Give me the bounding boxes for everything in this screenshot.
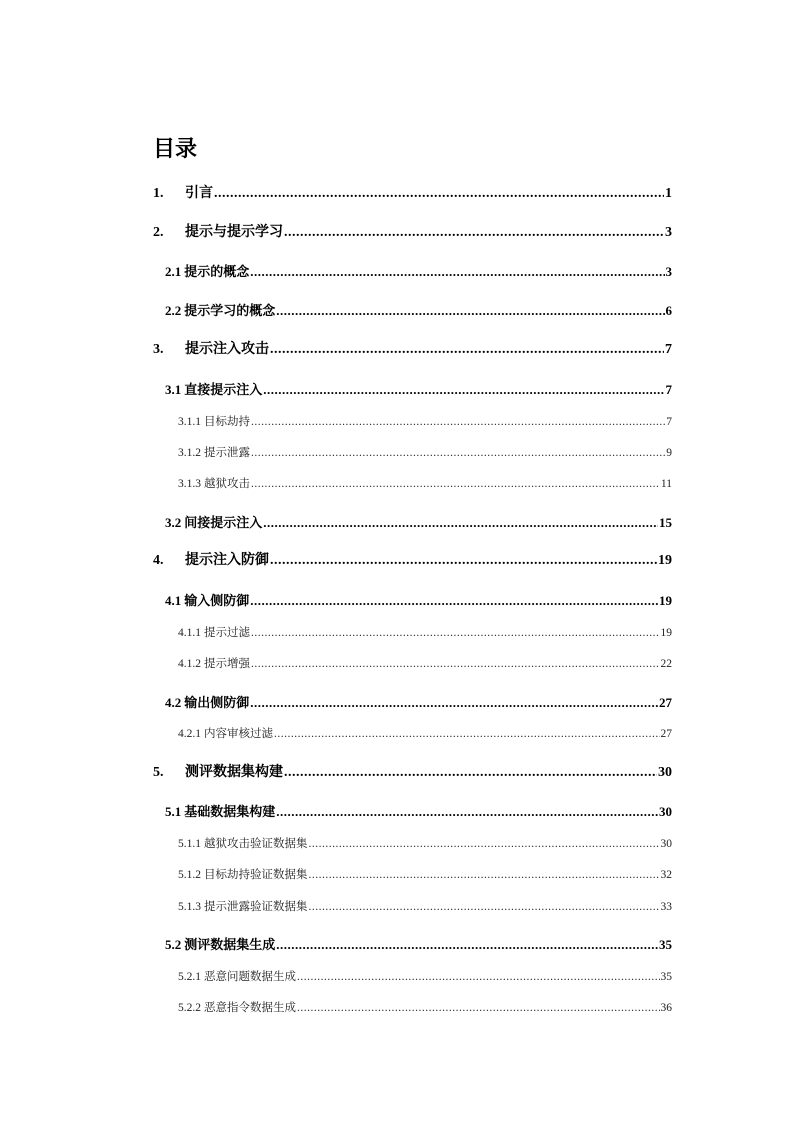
toc-leader-dots: [274, 725, 660, 743]
toc-entry-label: 提示泄露验证数据集: [204, 901, 308, 913]
toc-leader-dots: [309, 835, 660, 853]
toc-leader-dots: [297, 999, 660, 1017]
toc-entry-4-2-1[interactable]: [178, 725, 672, 743]
toc-leader-dots: [251, 655, 660, 673]
toc-entry-3-2[interactable]: [165, 514, 672, 532]
toc-entry-label: 越狱攻击验证数据集: [204, 838, 308, 850]
toc-entry-page: 27: [660, 728, 672, 740]
toc-entry-page: 19: [660, 627, 672, 639]
toc-leader-dots: [263, 514, 658, 532]
toc-entry-page: 7: [666, 416, 672, 428]
toc-entry-page: 35: [659, 937, 672, 952]
toc-entry-1[interactable]: [153, 185, 672, 203]
toc-entry-number: 4.1: [165, 593, 182, 608]
toc-entry-number: 3.2: [165, 515, 182, 530]
toc-entry-3[interactable]: [153, 341, 672, 359]
toc-leader-dots: [251, 413, 665, 431]
toc-entry-label: 提示增强: [204, 658, 250, 670]
toc-leader-dots: [263, 381, 664, 399]
toc-entry-label: 提示学习的概念: [184, 303, 276, 318]
toc-entry-3-1-3[interactable]: [178, 475, 672, 493]
toc-entry-number: 5.1: [165, 804, 182, 819]
toc-entry-label: 输出侧防御: [184, 695, 250, 710]
toc-entry-label: 基础数据集构建: [184, 804, 276, 819]
toc-leader-dots: [276, 803, 658, 821]
toc-entry-number: 4.: [153, 553, 164, 568]
toc-entry-number: 5.1.3: [178, 901, 201, 913]
toc-leader-dots: [276, 936, 658, 954]
toc-entry-label: 恶意指令数据生成: [204, 1002, 296, 1014]
toc-entry-number: 5.: [153, 765, 164, 780]
toc-entry-5-1-1[interactable]: [178, 835, 672, 853]
toc-entry-5-1-2[interactable]: [178, 866, 672, 884]
toc-entry-label: 提示过滤: [204, 627, 250, 639]
toc-entry-5-1-3[interactable]: [178, 898, 672, 916]
toc-entry-label: 提示泄露: [204, 447, 250, 459]
toc-entry-number: 4.2.1: [178, 728, 201, 740]
toc-entry-4[interactable]: [153, 552, 672, 570]
toc-leader-dots: [284, 764, 657, 782]
toc-entry-number: 2.2: [165, 303, 182, 318]
toc-entry-label: 引言: [185, 186, 213, 201]
toc-entry-label: 测评数据集生成: [184, 937, 276, 952]
toc-entry-page: 7: [665, 382, 672, 397]
toc-entry-page: 9: [666, 447, 672, 459]
toc-entry-label: 恶意问题数据生成: [204, 971, 296, 983]
toc-entry-2-2[interactable]: [165, 302, 672, 320]
toc-entry-number: 2.: [153, 225, 164, 240]
toc-entry-label: 间接提示注入: [184, 515, 263, 530]
toc-entry-number: 2.1: [165, 264, 182, 279]
toc-entry-page: 33: [660, 901, 672, 913]
toc-entry-page: 27: [659, 695, 672, 710]
toc-leader-dots: [251, 624, 660, 642]
toc-entry-3-1-2[interactable]: [178, 444, 672, 462]
toc-leader-dots: [276, 302, 664, 320]
toc-entry-number: 5.1.1: [178, 838, 201, 850]
toc-leader-dots: [251, 475, 660, 493]
toc-leader-dots: [250, 694, 658, 712]
toc-entry-page: 30: [658, 765, 672, 780]
toc-entry-page: 11: [660, 478, 672, 490]
toc-leader-dots: [297, 968, 660, 986]
toc-entry-label: 提示注入攻击: [185, 342, 269, 357]
toc-entry-page: 35: [660, 971, 672, 983]
toc-entry-number: 3.1.2: [178, 447, 201, 459]
toc-leader-dots: [309, 866, 660, 884]
toc-entry-number: 3.1.1: [178, 416, 201, 428]
toc-entry-page: 3: [665, 264, 672, 279]
toc-entry-label: 提示注入防御: [185, 553, 269, 568]
toc-leader-dots: [214, 185, 664, 203]
toc-leader-dots: [250, 592, 658, 610]
toc-entry-label: 直接提示注入: [184, 382, 263, 397]
toc-leader-dots: [251, 444, 665, 462]
toc-entry-label: 提示与提示学习: [185, 225, 283, 240]
toc-entry-page: 15: [659, 515, 672, 530]
toc-entry-page: 19: [658, 553, 672, 568]
toc-entry-2-1[interactable]: [165, 263, 672, 281]
toc-leader-dots: [250, 263, 664, 281]
toc-entry-2[interactable]: [153, 224, 672, 242]
toc-entry-5-2-2[interactable]: [178, 999, 672, 1017]
toc-entry-number: 1.: [153, 186, 164, 201]
toc-entry-5-2[interactable]: [165, 936, 672, 954]
toc-entry-label: 测评数据集构建: [185, 765, 283, 780]
toc-entry-number: 4.1.1: [178, 627, 201, 639]
toc-entry-number: 3.1: [165, 382, 182, 397]
toc-entry-label: 目标劫持验证数据集: [204, 869, 308, 881]
toc-leader-dots: [270, 341, 664, 359]
toc-entry-page: 30: [660, 838, 672, 850]
toc-entry-3-1-1[interactable]: [178, 413, 672, 431]
toc-entry-label: 输入侧防御: [184, 593, 250, 608]
toc-title: 目录: [153, 136, 198, 161]
toc-entry-number: 5.2.1: [178, 971, 201, 983]
toc-entry-5-2-1[interactable]: [178, 968, 672, 986]
toc-leader-dots: [284, 224, 664, 242]
toc-entry-page: 22: [660, 658, 672, 670]
toc-entry-page: 32: [660, 869, 672, 881]
toc-entry-page: 1: [665, 186, 672, 201]
toc-entry-page: 3: [665, 225, 672, 240]
toc-entry-5-1[interactable]: [165, 803, 672, 821]
toc-entry-label: 越狱攻击: [204, 478, 250, 490]
toc-entry-number: 3.1.3: [178, 478, 201, 490]
toc-entry-4-2[interactable]: [165, 694, 672, 712]
toc-entry-number: 4.1.2: [178, 658, 201, 670]
toc-entry-4-1-2[interactable]: [178, 655, 672, 673]
toc-entry-number: 4.2: [165, 695, 182, 710]
toc-entry-label: 内容审核过滤: [204, 728, 273, 740]
toc-entry-page: 36: [660, 1002, 672, 1014]
toc-leader-dots: [270, 552, 657, 570]
toc-entry-label: 提示的概念: [184, 264, 250, 279]
toc-entry-page: 7: [665, 342, 672, 357]
toc-entry-4-1-1[interactable]: [178, 624, 672, 642]
toc-entry-number: 5.2.2: [178, 1002, 201, 1014]
toc-entry-3-1[interactable]: [165, 381, 672, 399]
toc-entry-page: 30: [659, 804, 672, 819]
toc-entry-page: 19: [659, 593, 672, 608]
toc-entry-number: 5.2: [165, 937, 182, 952]
toc-entry-label: 目标劫持: [204, 416, 250, 428]
toc-entry-5[interactable]: [153, 764, 672, 782]
toc-leader-dots: [309, 898, 660, 916]
toc-entry-4-1[interactable]: [165, 592, 672, 610]
toc-entry-number: 5.1.2: [178, 869, 201, 881]
toc-entry-page: 6: [665, 303, 672, 318]
toc-entry-number: 3.: [153, 342, 164, 357]
